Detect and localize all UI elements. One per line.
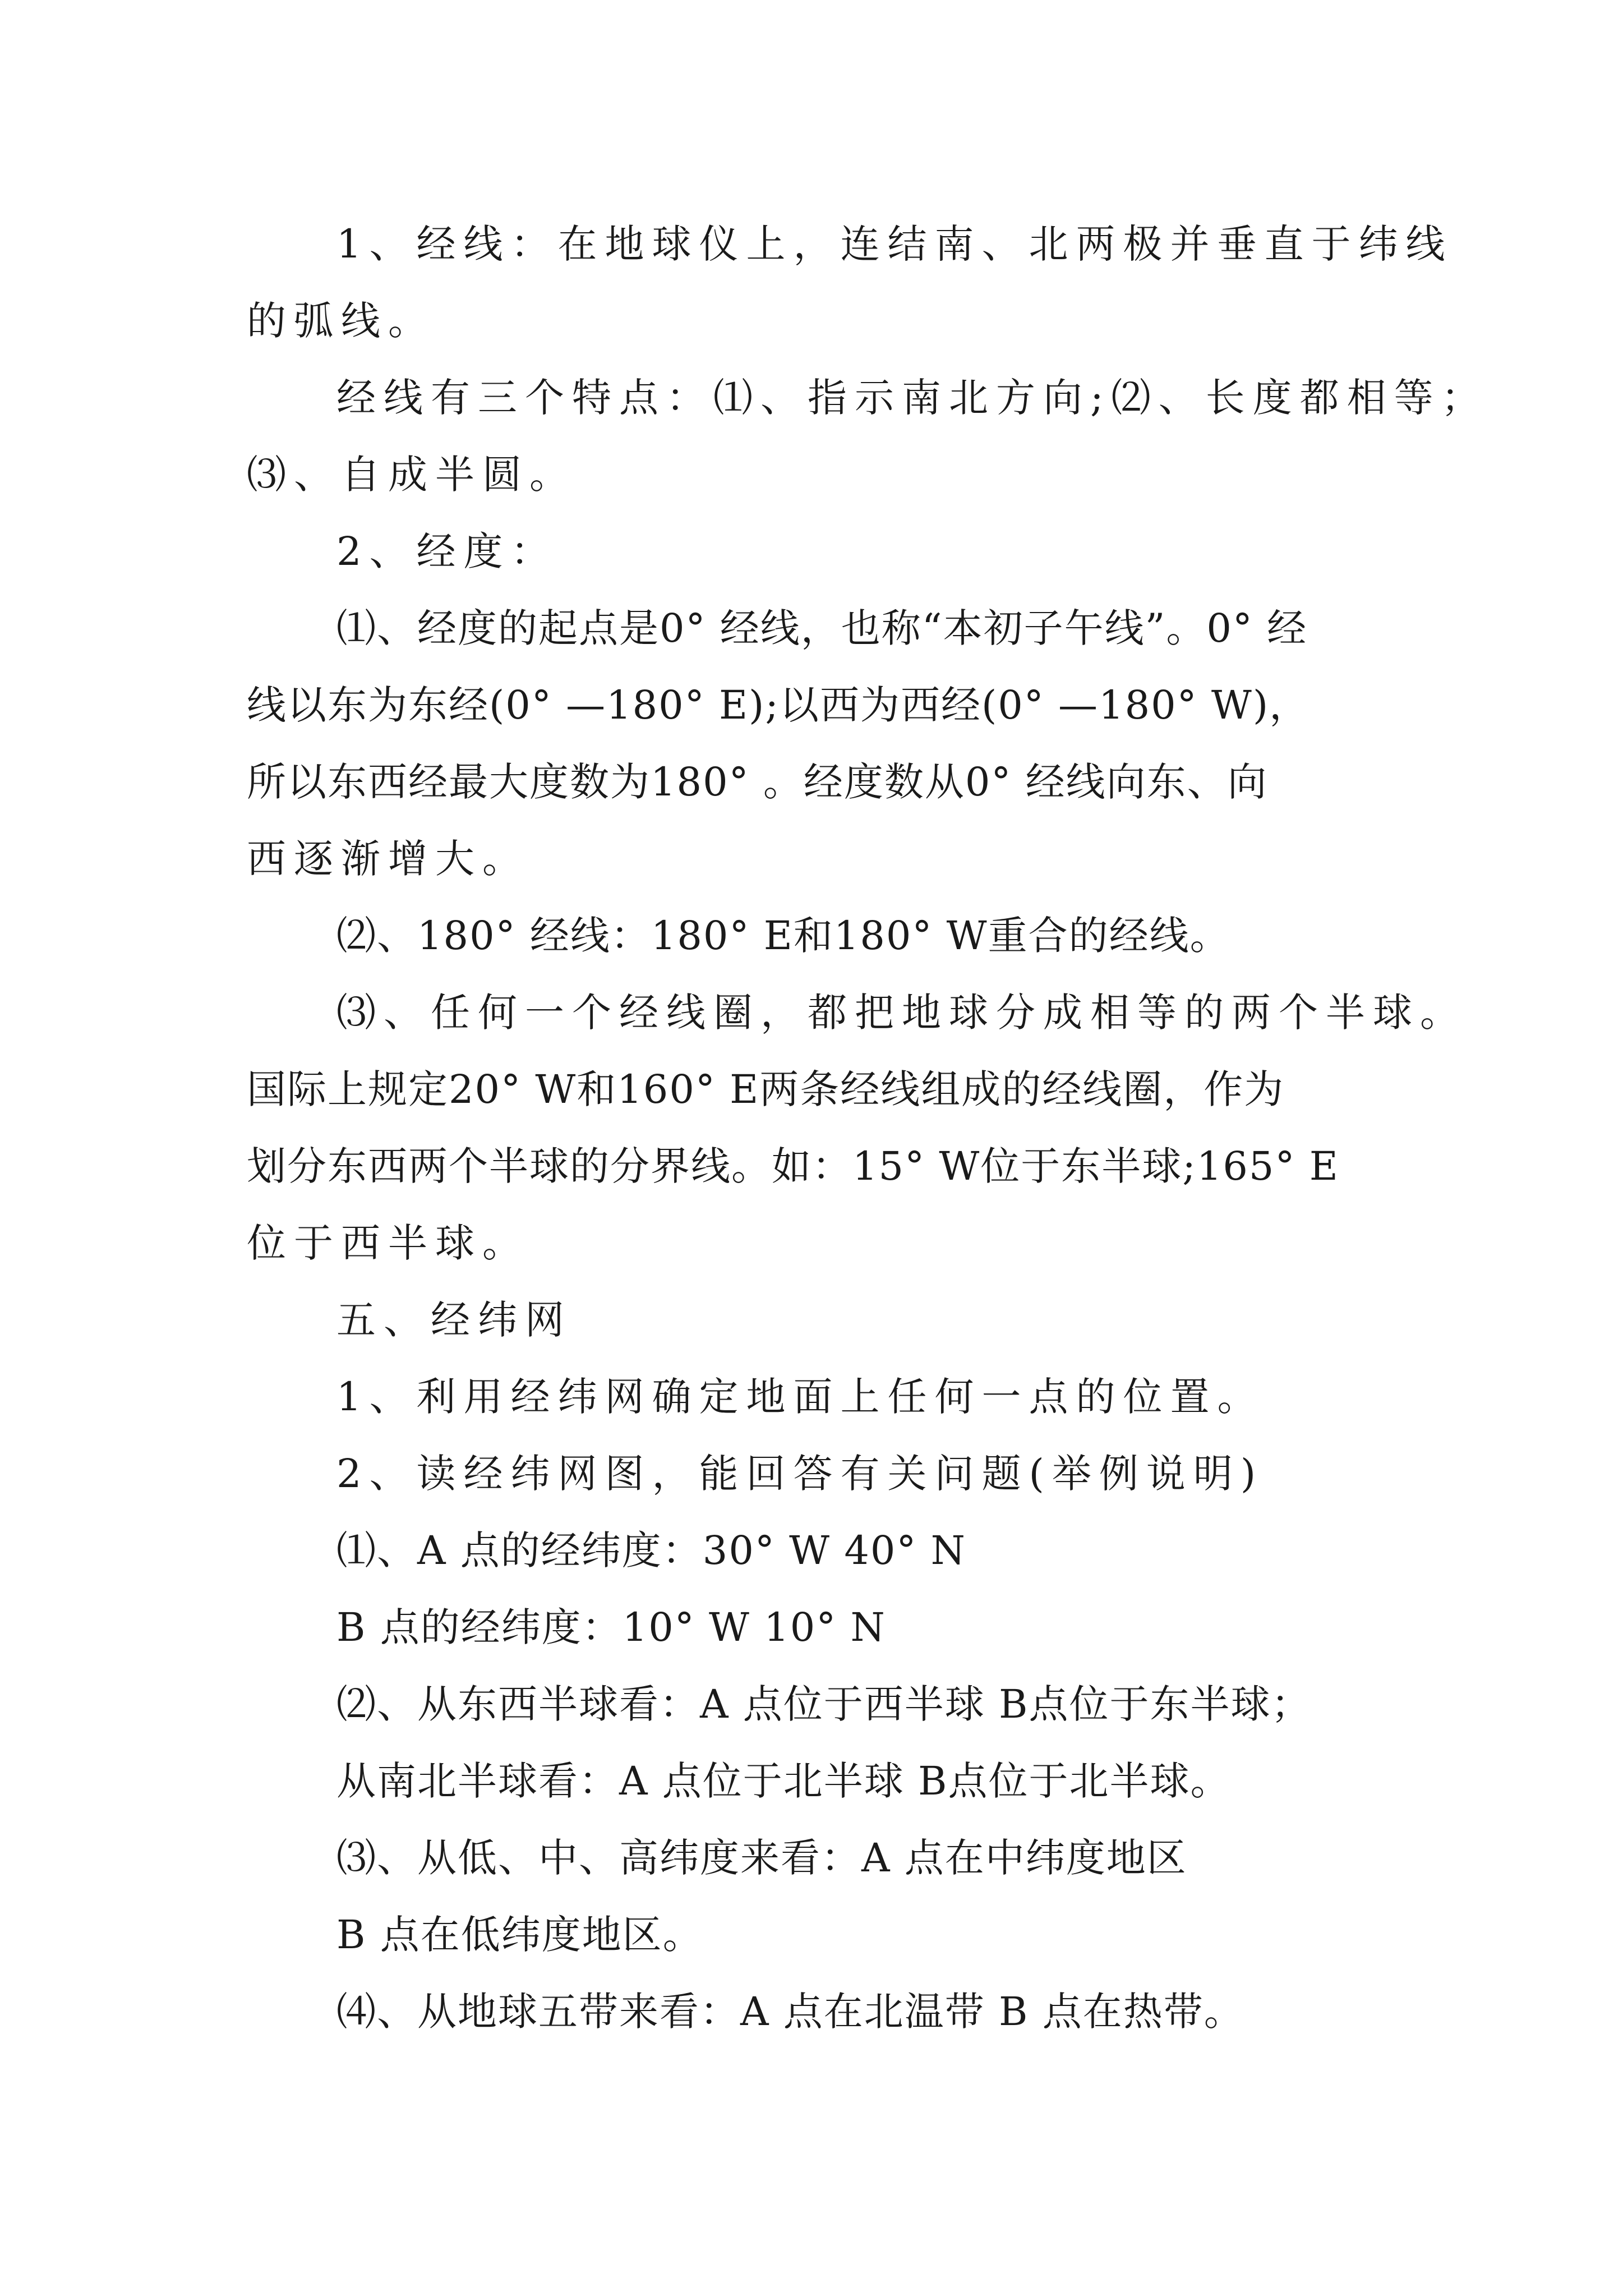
paragraph-line: ⑶、任何一个经线圈，都把地球分成相等的两个半球。 [336, 990, 1467, 1036]
paragraph-line: ⑶、从低、中、高纬度来看：A 点在中纬度地区 [336, 1835, 1187, 1881]
paragraph-line: 划分东西两个半球的分界线。如：15° W位于东半球;165° E [247, 1143, 1339, 1189]
paragraph-line: 的弧线。 [247, 298, 435, 344]
paragraph-line: ⑵、180° 经线：180° E和180° W重合的经线。 [336, 913, 1230, 959]
paragraph-line: B 点在低纬度地区。 [336, 1912, 703, 1958]
paragraph-line: 国际上规定20° W和160° E两条经线组成的经线圈，作为 [247, 1066, 1285, 1112]
paragraph-line: 所以东西经最大度数为180° 。经度数从0° 经线向东、向 [247, 759, 1268, 805]
paragraph-line: B 点的经纬度：10° W 10° N [336, 1604, 886, 1650]
section-heading: 2、经度： [336, 528, 558, 574]
paragraph-line: ⑵、从东西半球看：A 点位于西半球 B点位于东半球； [336, 1681, 1312, 1727]
paragraph-line: 2、读经纬网图，能回答有关问题(举例说明) [336, 1451, 1264, 1497]
paragraph-line: 西逐渐增大。 [247, 836, 529, 882]
paragraph-line: 1、利用经纬网确定地面上任何一点的位置。 [336, 1374, 1265, 1420]
paragraph-line: 位于西半球。 [247, 1220, 529, 1266]
paragraph-line: ⑶、自成半圆。 [247, 452, 577, 498]
paragraph-line: ⑴、经度的起点是0° 经线，也称“本初子午线”。0° 经 [336, 605, 1308, 651]
paragraph-line: ⑷、从地球五带来看：A 点在北温带 B 点在热带。 [336, 1989, 1244, 2035]
paragraph-line: 从南北半球看：A 点位于北半球 B点位于北半球。 [336, 1758, 1231, 1804]
paragraph-line: ⑴、A 点的经纬度：30° W 40° N [336, 1527, 966, 1573]
paragraph-line: 线以东为东经(0° —180° E);以西为西经(0° —180° W)， [247, 682, 1310, 728]
paragraph-line: 1、经线：在地球仪上，连结南、北两极并垂直于纬线 [336, 221, 1453, 267]
paragraph-line: 经线有三个特点：⑴、指示南北方向;⑵、长度都相等； [336, 375, 1488, 421]
section-heading: 五、经纬网 [336, 1297, 572, 1343]
